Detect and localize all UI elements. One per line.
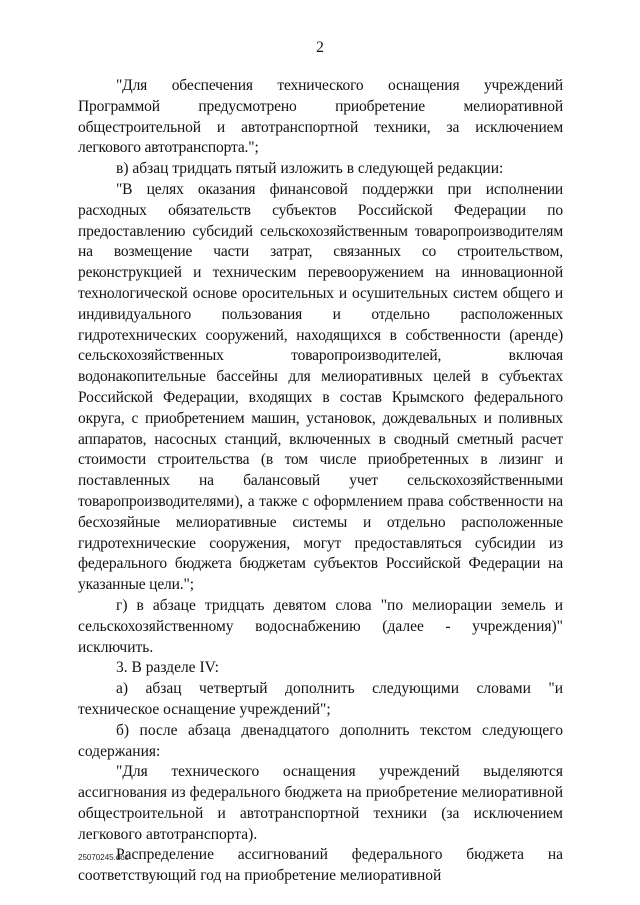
paragraph-item-v: в) абзац тридцать пятый изложить в следующей редакции: (116, 160, 504, 178)
paragraph-equipment-quote: "Для обеспечения технического оснащения учреждений Программой предусмотрено приобретение мелиоративной общестроительной и автотранспортной техники, за исключением легкового автотранспорта."; (78, 77, 563, 157)
paragraph-item-a: а) абзац четвертый дополнить следующими словами "и техническое оснащение учреждений"; (78, 680, 563, 718)
paragraph-item-b: б) после абзаца двенадцатого дополнить текстом следующего содержания: (78, 721, 563, 760)
paragraph-distribution: Распределение ассигнований федерального бюджета на соответствующий год на приобретение мелиоративной (78, 846, 563, 885)
paragraph-allocations-quote: "Для технического оснащения учреждений выделяются ассигнования из федерального бюджета на приобретение мелиоративной общестроительной и автотранспортной техники (за исключением легкового автотранспорта). (78, 763, 563, 843)
paragraph-item-g: г) в абзаце тридцать девятом слова "по мелиорации земель и сельскохозяйственному водоснабжению (далее - учреждения)" исключить. (78, 596, 563, 656)
footer-filename: 25070245.doc (78, 853, 129, 862)
page-number: 2 (316, 39, 324, 56)
paragraph-section-iv: 3. В разделе IV: (116, 659, 219, 677)
document-body (78, 76, 563, 887)
paragraph-subsidies-quote: "В целях оказания финансовой поддержки при исполнении расходных обязательств субъектов Российской Федерации по предоставлению субсидий сельскохозяйственным товаропроизводителям на возмещение части затрат, связанных со строительством, реконструкцией и техническим перевооружением на инновационной технологической основе оросительных и осушительных систем общего и индивидуального пользования и отдельно расположенных гидротехнических сооружений, находящихся в собственности (аренде) сельскохозяйственных товаропроизводителей, включая водонакопительные бассейны для мелиоративных целей в субъектах Российской Федерации, входящих в состав Крымского федерального округа, с приобретением машин, установок, дождевальных и поливных аппаратов, насосных станций, включенных в сводный сметный расчет стоимости строительства (в том числе приобретенных в лизинг и поставленных на балансовый учет сельскохозяйственными товаропроизводителями), а также с оформлением права собственности на бесхозяйные мелиоративные системы и отдельно расположенные гидротехнические сооружения, могут предоставляться субсидии из федерального бюджета бюджетам субъектов Российской Федерации на указанные цели."; (78, 180, 563, 594)
